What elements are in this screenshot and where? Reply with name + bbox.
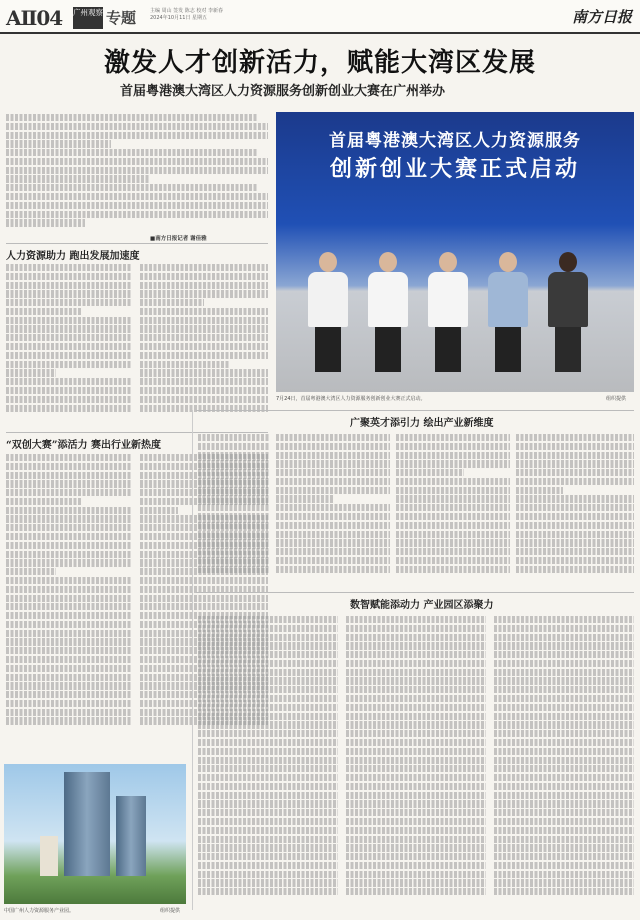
section-1-col-a	[6, 264, 132, 424]
section-heading-1-text: 人力资源助力 跑出发展加速度	[6, 251, 140, 262]
headline: 激发人才创新活力，赋能大湾区发展	[103, 48, 536, 78]
lead-text	[6, 114, 268, 234]
monument-shape	[40, 836, 58, 876]
section-2-col-a	[6, 454, 132, 754]
section-3-col-b	[396, 434, 510, 584]
section-heading-1	[6, 247, 139, 262]
section-box: 广州观察	[73, 7, 103, 29]
subheadline: 首届粤港澳大湾区人力资源服务创新创业大赛在广州举办	[120, 84, 446, 99]
photo-banner-line2: 创新创业大赛正式启动	[329, 156, 580, 182]
section-heading-2	[6, 436, 161, 451]
section-3-col-a	[276, 434, 390, 584]
masthead	[0, 0, 640, 34]
edition-meta	[150, 8, 290, 22]
section-3-col-left	[198, 434, 270, 584]
photo2-credit: 组织提供	[160, 908, 181, 914]
tower-shape	[116, 796, 146, 876]
section-1-col-b	[140, 264, 268, 424]
section-heading-3-text: 广聚英才添引力 绘出产业新维度	[350, 418, 494, 429]
person-figure	[428, 252, 468, 372]
page-number: AⅡ04	[6, 6, 63, 30]
section-4-col-a	[198, 616, 338, 912]
section-4-col-b	[346, 616, 486, 912]
date-line: 2024年10月11日 星期五	[150, 15, 208, 21]
divider	[6, 243, 268, 244]
divider	[196, 592, 634, 593]
section-3-col-c	[516, 434, 634, 584]
person-figure	[548, 252, 588, 372]
event-photo	[276, 112, 634, 392]
section-label: 专题	[106, 9, 137, 27]
section-heading-2-text: “双创大赛”添活力 赛出行业新热度	[6, 440, 161, 451]
section-4-col-c	[494, 616, 634, 912]
person-figure	[308, 252, 348, 372]
divider	[196, 410, 634, 411]
photo2-caption: 中国广州人力资源服务产业园。	[4, 908, 75, 914]
editor-line: 主编 周山 签发 陈志 校对 李新春	[150, 8, 223, 14]
column-divider	[192, 410, 193, 910]
tower-shape	[64, 772, 110, 876]
section-heading-4	[350, 596, 493, 611]
byline: ■南方日报记者 谢佳雅	[150, 236, 207, 242]
section-heading-4-text: 数智赋能添动力 产业园区添聚力	[350, 600, 494, 611]
photo-banner-line1: 首届粤港澳大湾区人力资源服务	[329, 131, 581, 151]
divider	[6, 432, 268, 433]
newspaper-logo: 南方日报	[571, 8, 632, 26]
photo-credit: 组织提供	[606, 396, 627, 402]
person-figure	[368, 252, 408, 372]
industrial-park-photo	[4, 764, 186, 904]
photo-caption: 7月24日，首届粤港澳大湾区人力资源服务创新创业大赛正式启动。	[276, 396, 426, 402]
person-figure	[488, 252, 528, 372]
section-heading-3	[350, 414, 493, 429]
